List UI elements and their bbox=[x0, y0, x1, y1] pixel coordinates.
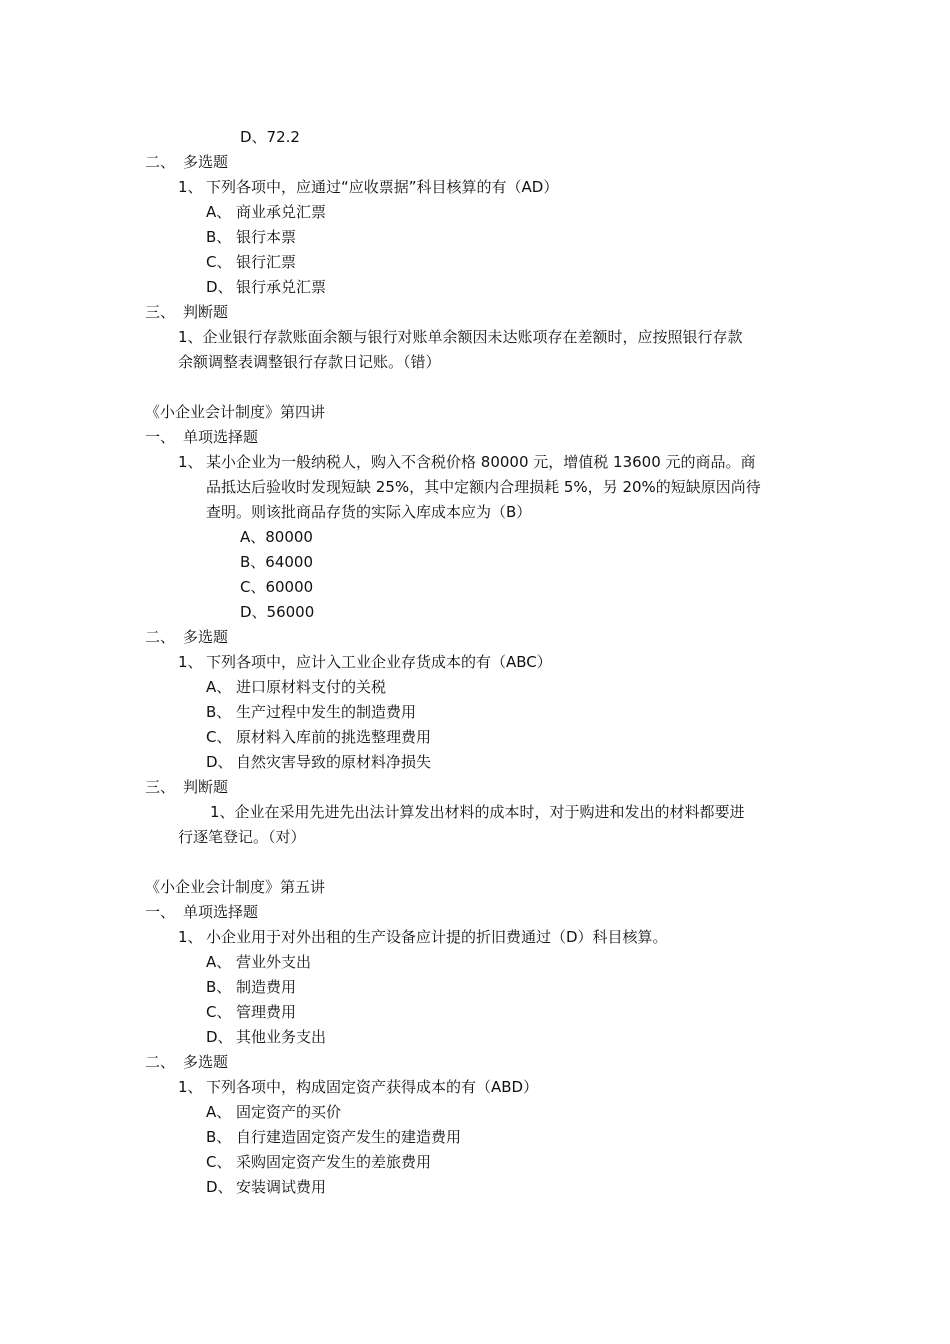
option-d: D、56000 bbox=[240, 603, 315, 621]
option-b: B、 制造费用 bbox=[206, 978, 297, 996]
option-a: A、 进口原材料支付的关税 bbox=[206, 678, 387, 696]
question: 1、 下列各项中，应计入工业企业存货成本的有（ABC） bbox=[178, 653, 552, 671]
option-d: D、 自然灾害导致的原材料净损失 bbox=[206, 753, 432, 771]
option-a: A、 固定资产的买价 bbox=[206, 1103, 342, 1121]
lecture-title: 《小企业会计制度》第五讲 bbox=[145, 878, 326, 896]
option-c: C、 管理费用 bbox=[206, 1003, 297, 1021]
question: 1、 小企业用于对外出租的生产设备应计提的折旧费通过（D）科目核算。 bbox=[178, 928, 668, 946]
option-b: B、64000 bbox=[240, 553, 314, 571]
option-c: C、 银行汇票 bbox=[206, 253, 297, 271]
option-c: C、 采购固定资产发生的差旅费用 bbox=[206, 1153, 432, 1171]
question: 1、 下列各项中，应通过“应收票据”科目核算的有（AD） bbox=[178, 178, 559, 196]
section-heading-single-choice: 一、 单项选择题 bbox=[145, 903, 259, 921]
section-heading-true-false: 三、 判断题 bbox=[145, 778, 229, 796]
option-d: D、 其他业务支出 bbox=[206, 1028, 327, 1046]
option-c: C、 原材料入库前的挑选整理费用 bbox=[206, 728, 432, 746]
judgement-question-line: 余额调整表调整银行存款日记账。（错） bbox=[178, 353, 441, 371]
section-heading-multiple-choice: 二、 多选题 bbox=[145, 1053, 229, 1071]
question: 1、 下列各项中，构成固定资产获得成本的有（ABD） bbox=[178, 1078, 539, 1096]
option-a: A、80000 bbox=[240, 528, 313, 546]
option-b: B、 银行本票 bbox=[206, 228, 297, 246]
judgement-question-line: 行逐笔登记。（对） bbox=[178, 828, 306, 846]
question-text-line: 某小企业为一般纳税人，购入不含税价格 80000 元，增值税 13600 元的商品。商 bbox=[206, 453, 756, 471]
question-number: 1、 bbox=[178, 453, 203, 471]
option-b: B、 自行建造固定资产发生的建造费用 bbox=[206, 1128, 462, 1146]
option-d: D、 安装调试费用 bbox=[206, 1178, 327, 1196]
question-text-line: 查明。则该批商品存货的实际入库成本应为（B） bbox=[206, 503, 532, 521]
option-d: D、72.2 bbox=[240, 128, 300, 146]
judgement-question-line: 1、企业在采用先进先出法计算发出材料的成本时，对于购进和发出的材料都要进 bbox=[210, 803, 745, 821]
judgement-question-line: 1、企业银行存款账面余额与银行对账单余额因未达账项存在差额时，应按照银行存款 bbox=[178, 328, 743, 346]
section-heading-multiple-choice: 二、 多选题 bbox=[145, 153, 229, 171]
lecture-title: 《小企业会计制度》第四讲 bbox=[145, 403, 326, 421]
option-b: B、 生产过程中发生的制造费用 bbox=[206, 703, 417, 721]
option-c: C、60000 bbox=[240, 578, 314, 596]
option-a: A、 商业承兑汇票 bbox=[206, 203, 327, 221]
section-heading-multiple-choice: 二、 多选题 bbox=[145, 628, 229, 646]
section-heading-single-choice: 一、 单项选择题 bbox=[145, 428, 259, 446]
option-a: A、 营业外支出 bbox=[206, 953, 312, 971]
section-heading-true-false: 三、 判断题 bbox=[145, 303, 229, 321]
question-text-line: 品抵达后验收时发现短缺 25%，其中定额内合理损耗 5%，另 20%的短缺原因尚待 bbox=[206, 478, 761, 496]
option-d: D、 银行承兑汇票 bbox=[206, 278, 327, 296]
